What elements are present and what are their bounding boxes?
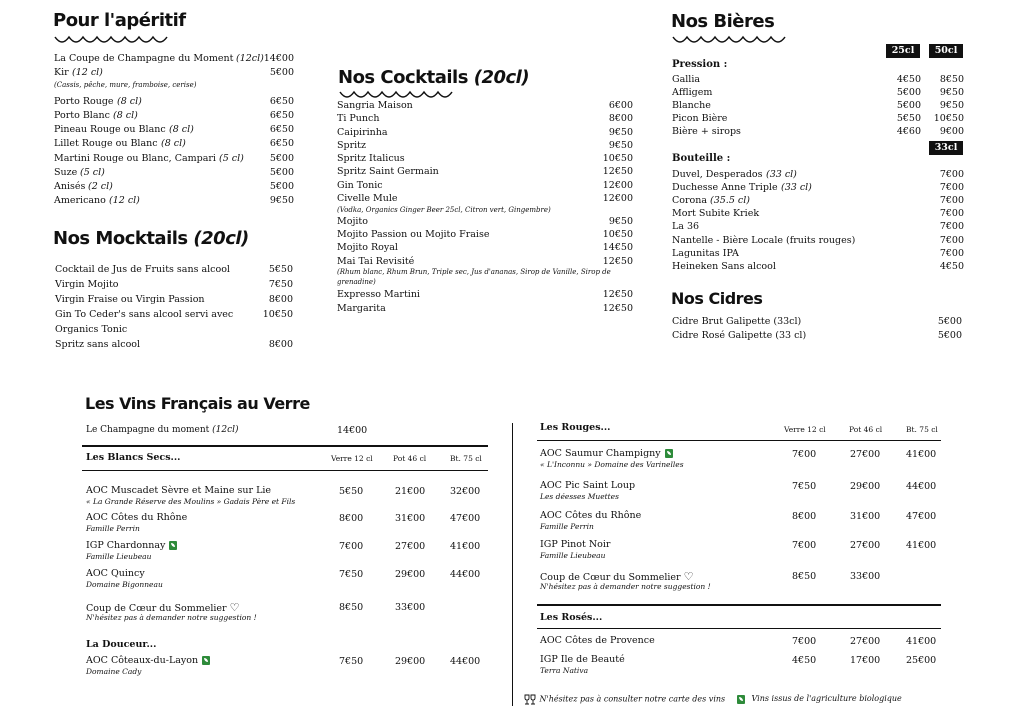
pression-price-50: 8€50: [939, 74, 964, 85]
footer-bio-text: Vins issus de l'agriculture biologique: [751, 694, 902, 703]
aperitif-item-price: 9€50: [269, 195, 294, 206]
cocktail-item-note: (Vodka, Organics Ginger Beer 25cl, Citron vert, Gingembre): [337, 206, 551, 214]
bouteille-item-name: Corona: [672, 195, 708, 206]
wine-price-verre: 5€50: [339, 486, 364, 497]
aperitif-item: [54, 95, 294, 108]
aperitif-item-price: 5€00: [269, 181, 294, 192]
aperitif-item-size: (5 cl): [219, 153, 244, 164]
aperitif-item-name: Kir: [54, 67, 69, 78]
footer-bio: [737, 694, 902, 704]
wine-price-pot: 27€00: [850, 540, 881, 551]
aperitif-item: [54, 123, 294, 136]
wine-name-text: AOC Saumur Champigny: [540, 448, 661, 459]
aperitif-item-name: Lillet Rouge ou Blanc: [54, 138, 158, 149]
wine-name: [540, 635, 655, 646]
wine-price-pot: 31€00: [395, 513, 426, 524]
pression-item-name: Picon Bière: [672, 113, 728, 124]
wine-price-bt: 44€00: [450, 569, 481, 580]
mocktail-item-name: Virgin Mojito: [55, 279, 119, 290]
cocktail-item: [337, 99, 633, 112]
bouteille-item: [672, 181, 964, 194]
bio-leaf-icon: [737, 695, 745, 704]
wine-name: [86, 568, 145, 579]
wine-price-verre: 4€50: [792, 655, 817, 666]
cocktail-item-price: 12€50: [602, 303, 633, 314]
cidres-title: Nos Cidres: [671, 289, 763, 308]
cocktail-item: [337, 126, 633, 139]
wine-name: [86, 540, 177, 551]
wine-name-text: AOC Côtes du Rhône: [86, 512, 188, 523]
cocktail-item-price: 10€50: [602, 229, 633, 240]
aperitif-item: [54, 194, 294, 207]
wine-price-pot: 29€00: [395, 569, 426, 580]
cidre-item-name: Cidre Brut Galipette (33cl): [672, 316, 802, 327]
mocktail-item-price: 10€50: [262, 309, 293, 320]
mocktail-item: [55, 293, 293, 306]
wine-price-bt: 41€00: [906, 449, 937, 460]
bio-leaf-icon: [202, 656, 210, 665]
wine-price-bt: 25€00: [906, 655, 937, 666]
wine-name: [540, 480, 635, 491]
cocktail-item-name: Margarita: [337, 303, 386, 314]
bouteille-item: [672, 220, 964, 233]
cocktail-item: [337, 241, 633, 254]
wine-price-bt: 47€00: [906, 511, 937, 522]
cocktail-item: [337, 302, 633, 315]
aperitif-item: [54, 180, 294, 193]
mocktail-item-price: 8€00: [268, 294, 293, 305]
aperitif-item-price: 5€00: [269, 153, 294, 164]
aperitif-item-size: (2 cl): [88, 181, 113, 192]
wine-name-text: AOC Côtes de Provence: [540, 635, 655, 646]
bouteille-item-size: (33 cl): [766, 169, 797, 180]
wine-price-pot: 17€00: [850, 655, 881, 666]
wine-glasses-icon: [523, 694, 537, 705]
cocktail-item-name: Spritz: [337, 140, 366, 151]
aperitif-item-name: Martini Rouge ou Blanc, Campari: [54, 153, 216, 164]
mocktail-item-name: Cocktail de Jus de Fruits sans alcool: [55, 264, 230, 275]
pression-item-name: Bière + sirops: [672, 126, 741, 137]
cocktail-item-name: Expresso Martini: [337, 289, 420, 300]
wine-subtitle: « L'Inconnu » Domaine des Varinelles: [540, 460, 684, 469]
footer-carte-vins: [523, 694, 725, 705]
mocktail-item-price: 7€50: [268, 279, 293, 290]
wine-price-bt: 41€00: [906, 540, 937, 551]
cocktails-title-text: Nos Cocktails: [338, 67, 468, 88]
bouteille-item-name: Duchesse Anne Triple: [672, 182, 778, 193]
wave-divider: [671, 35, 795, 45]
aperitif-item-size: (8 cl): [113, 110, 138, 121]
cocktail-item-price: 8€00: [608, 113, 633, 124]
cocktail-item-name: Spritz Italicus: [337, 153, 405, 164]
wine-price-bt: 41€00: [450, 541, 481, 552]
mocktail-item-price: 5€50: [268, 264, 293, 275]
aperitif-item: [54, 66, 294, 79]
wine-price-verre: 7€00: [792, 636, 817, 647]
mocktails-title: [53, 228, 249, 249]
aperitif-item-name: Porto Rouge: [54, 96, 114, 107]
wine-price-verre: 7€00: [792, 449, 817, 460]
cocktail-item-price: 12€00: [602, 193, 633, 204]
bouteille-item-size: (35.5 cl): [710, 195, 750, 206]
badge-50cl: 50cl: [929, 44, 963, 58]
cocktails-title-size: (20cl): [473, 67, 530, 88]
bouteille-item-name: Heineken Sans alcool: [672, 261, 776, 272]
blancs-title: Les Blancs Secs...: [86, 452, 181, 463]
aperitif-item-price: 6€50: [269, 110, 294, 121]
cocktail-item-name: Sangria Maison: [337, 100, 413, 111]
cocktail-item: [337, 152, 633, 165]
wine-price-pot: 27€00: [395, 541, 426, 552]
divider: [82, 470, 488, 471]
bouteille-item: [672, 194, 964, 207]
wine-price-bt: 47€00: [450, 513, 481, 524]
aperitif-item: [54, 152, 294, 165]
wine-price-pot: 33€00: [395, 602, 426, 613]
bouteille-item-price: 7€00: [939, 221, 964, 232]
bouteille-item: [672, 168, 964, 181]
wine-name-text: IGP Pinot Noir: [540, 539, 611, 550]
wine-price-pot: 29€00: [850, 481, 881, 492]
wine-name: [540, 654, 625, 665]
wine-price-pot: 31€00: [850, 511, 881, 522]
mocktails-title-size: (20cl): [193, 228, 249, 249]
cocktail-item: [337, 139, 633, 152]
wine-subtitle: Les déesses Muettes: [540, 492, 619, 501]
cocktail-item-price: 6€00: [608, 100, 633, 111]
wine-subtitle: N'hésitez pas à demander notre suggestion !: [86, 613, 257, 622]
aperitif-item-name: Suze: [54, 167, 78, 178]
cocktail-item-name: Mojito Royal: [337, 242, 398, 253]
col-bt: Bt. 75 cl: [450, 454, 482, 463]
pression-item-name: Affligem: [672, 87, 713, 98]
cocktail-item-price: 9€50: [608, 127, 633, 138]
pression-price-25: 5€00: [896, 100, 921, 111]
bouteille-item-name: Duvel, Desperados: [672, 169, 763, 180]
wine-name: [86, 512, 187, 523]
wine-price-verre: 7€50: [339, 569, 364, 580]
cidre-item-price: 5€00: [937, 316, 962, 327]
aperitif-title: Pour l'apéritif: [53, 10, 186, 31]
col-pot: Pot 46 cl: [393, 454, 427, 463]
cocktail-item: [337, 112, 633, 125]
cocktail-item-name: Mojito: [337, 216, 368, 227]
bouteille-label: Bouteille :: [672, 153, 731, 164]
cocktail-item: [337, 179, 633, 192]
mocktail-item-name: Gin To Ceder's sans alcool servi avec: [55, 309, 234, 320]
col-pot-rouges: Pot 46 cl: [849, 425, 883, 434]
wine-name: [540, 539, 610, 550]
bouteille-item: [672, 207, 964, 220]
champagne-price: 14€00: [337, 425, 368, 436]
wine-price-verre: 8€50: [339, 602, 364, 613]
pression-price-25: 4€60: [896, 126, 921, 137]
aperitif-item-note: (Cassis, pêche, mure, framboise, cerise): [54, 81, 197, 89]
bouteille-item-name: La 36: [672, 221, 700, 232]
wine-name-text: IGP Ile de Beauté: [540, 654, 625, 665]
col-verre: Verre 12 cl: [331, 454, 373, 463]
aperitif-item-price: 14€00: [263, 53, 294, 64]
col-bt-rouges: Bt. 75 cl: [906, 425, 938, 434]
wine-price-pot: 21€00: [395, 486, 426, 497]
aperitif-item-price: 5€00: [269, 67, 294, 78]
aperitif-item: [54, 166, 294, 179]
wine-subtitle: Terra Nativa: [540, 666, 589, 675]
mocktail-item-name-cont: Organics Tonic: [55, 324, 128, 335]
divider: [537, 440, 941, 441]
aperitif-item: [54, 52, 294, 65]
pression-item: [672, 86, 964, 99]
aperitif-item-name: Porto Blanc: [54, 110, 110, 121]
pression-item-name: Gallia: [672, 74, 701, 85]
pression-price-50: 9€50: [939, 87, 964, 98]
cocktail-item-name: Mojito Passion ou Mojito Fraise: [337, 229, 490, 240]
wine-price-bt: 44€00: [906, 481, 937, 492]
cocktail-item: [337, 228, 633, 241]
aperitif-item-price: 5€00: [269, 167, 294, 178]
cocktail-item-name: Caipirinha: [337, 127, 388, 138]
wine-name: [86, 485, 271, 496]
cocktail-item-name: Gin Tonic: [337, 180, 383, 191]
divider: [82, 445, 488, 447]
aperitif-item-name: Anisés: [54, 181, 86, 192]
wine-subtitle: Domaine Cady: [86, 667, 142, 676]
pression-price-25: 5€00: [896, 87, 921, 98]
cocktail-item-note: (Rhum blanc, Rhum Brun, Triple sec, Jus d'ananas, Sirop de Vanille, Sirop de: [337, 268, 611, 276]
cocktail-item-name: Mai Tai Revisité: [337, 256, 415, 267]
aperitif-item-size: (12cl): [236, 53, 264, 64]
vertical-divider: [512, 423, 513, 706]
cocktail-item-price: 12€50: [602, 166, 633, 177]
bouteille-item-price: 4€50: [939, 261, 964, 272]
bouteille-item: [672, 260, 964, 273]
bouteille-item: [672, 247, 964, 260]
wine-price-verre: 7€50: [339, 656, 364, 667]
champagne-name: Le Champagne du moment: [86, 425, 210, 435]
wine-name-text: Coup de Cœur du Sommelier: [540, 572, 681, 583]
mocktail-item: [55, 278, 293, 291]
wine-subtitle: « La Grande Réserve des Moulins » Gadais Père et Fils: [86, 497, 296, 506]
col-verre-rouges: Verre 12 cl: [784, 425, 826, 434]
cidre-item: [672, 315, 962, 328]
heart-icon: ♡: [683, 570, 694, 583]
pression-price-50: 9€00: [939, 126, 964, 137]
wine-price-verre: 7€50: [792, 481, 817, 492]
badge-25cl: 25cl: [886, 44, 920, 58]
wine-name-text: IGP Chardonnay: [86, 540, 166, 551]
pression-price-50: 10€50: [933, 113, 964, 124]
wine-subtitle: N'hésitez pas à demander notre suggestion !: [540, 582, 711, 591]
wine-price-bt: 41€00: [906, 636, 937, 647]
mocktail-item: [55, 338, 293, 351]
heart-icon: ♡: [229, 601, 240, 614]
wine-subtitle: Famille Perrin: [86, 524, 140, 533]
cocktail-item-price: 9€50: [608, 216, 633, 227]
aperitif-item-price: 6€50: [269, 124, 294, 135]
wine-name-text: AOC Pic Saint Loup: [540, 480, 636, 491]
wave-divider: [53, 35, 173, 45]
pression-item: [672, 73, 964, 86]
mocktail-item: [55, 263, 293, 276]
aperitif-item-name: Pineau Rouge ou Blanc: [54, 124, 166, 135]
mocktail-item-price: 8€00: [268, 339, 293, 350]
wine-price-pot: 27€00: [850, 636, 881, 647]
mocktail-item-name: Spritz sans alcool: [55, 339, 141, 350]
cocktail-item-name: Civelle Mule: [337, 193, 398, 204]
aperitif-item-size: (8 cl): [169, 124, 194, 135]
vins-title: Les Vins Français au Verre: [85, 394, 310, 413]
mocktail-item: [55, 308, 293, 321]
pression-item: [672, 125, 964, 138]
champagne-row: [86, 425, 239, 435]
cocktail-item-price: 12€50: [602, 289, 633, 300]
bouteille-item-name: Mort Subite Kriek: [672, 208, 760, 219]
bouteille-item-price: 7€00: [939, 235, 964, 246]
cocktail-item: [337, 165, 633, 178]
wine-price-pot: 27€00: [850, 449, 881, 460]
pression-price-50: 9€50: [939, 100, 964, 111]
wine-price-verre: 8€00: [339, 513, 364, 524]
wine-subtitle: Famille Lieubeau: [540, 551, 606, 560]
badge-33cl: 33cl: [929, 141, 963, 155]
aperitif-item-size: (12 cl): [109, 195, 140, 206]
wine-price-bt: 32€00: [450, 486, 481, 497]
wine-name-text: AOC Muscadet Sèvre et Maine sur Lie: [86, 485, 272, 496]
wine-price-pot: 33€00: [850, 571, 881, 582]
cidre-item: [672, 329, 962, 342]
cocktail-item: [337, 288, 633, 301]
pression-item: [672, 99, 964, 112]
cocktail-item-price: 10€50: [602, 153, 633, 164]
aperitif-item-name: La Coupe de Champagne du Moment: [54, 53, 234, 64]
wine-name-text: AOC Côtes du Rhône: [540, 510, 642, 521]
bouteille-item-price: 7€00: [939, 248, 964, 259]
bouteille-item-name: Nantelle - Bière Locale (fruits rouges): [672, 235, 856, 246]
divider: [537, 628, 941, 629]
bieres-title: Nos Bières: [671, 11, 775, 32]
aperitif-item-price: 6€50: [269, 138, 294, 149]
cidre-item-name: Cidre Rosé Galipette (33 cl): [672, 330, 807, 341]
aperitif-item: [54, 137, 294, 150]
wine-price-pot: 29€00: [395, 656, 426, 667]
aperitif-item-size: (8 cl): [161, 138, 186, 149]
aperitif-item-size: (8 cl): [117, 96, 142, 107]
douceur-title: La Douceur...: [86, 639, 157, 650]
bouteille-item-price: 7€00: [939, 182, 964, 193]
mocktail-item-name: Virgin Fraise ou Virgin Passion: [55, 294, 205, 305]
pression-price-25: 5€50: [896, 113, 921, 124]
divider: [537, 604, 941, 606]
cocktails-title: [338, 67, 529, 88]
wine-price-verre: 7€00: [792, 540, 817, 551]
pression-label: Pression :: [672, 59, 728, 70]
wine-price-verre: 8€00: [792, 511, 817, 522]
roses-title: Les Rosés...: [540, 612, 603, 623]
wine-price-verre: 8€50: [792, 571, 817, 582]
wine-subtitle: Famille Perrin: [540, 522, 594, 531]
aperitif-item-size: (5 cl): [80, 167, 105, 178]
bouteille-item-price: 7€00: [939, 208, 964, 219]
champagne-size: (12cl): [212, 425, 239, 435]
pression-price-25: 4€50: [896, 74, 921, 85]
wine-price-bt: 44€00: [450, 656, 481, 667]
cocktail-item-price: 14€50: [602, 242, 633, 253]
wine-name-text: Coup de Cœur du Sommelier: [86, 603, 227, 614]
pression-item-name: Blanche: [672, 100, 711, 111]
footer-carte-vins-text: N'hésitez pas à consulter notre carte des vins: [539, 694, 726, 704]
wine-subtitle: Domaine Bigonneau: [86, 580, 163, 589]
wine-name-text: AOC Quincy: [86, 568, 145, 579]
cocktail-item-name: Ti Punch: [337, 113, 380, 124]
cocktail-item-price: 12€50: [602, 256, 633, 267]
bio-leaf-icon: [665, 449, 673, 458]
aperitif-item: [54, 109, 294, 122]
wine-name: [86, 655, 210, 666]
bouteille-item-price: 7€00: [939, 169, 964, 180]
aperitif-item-name: Americano: [54, 195, 106, 206]
wine-subtitle: Famille Lieubeau: [86, 552, 152, 561]
pression-item: [672, 112, 964, 125]
cocktail-item: [337, 215, 633, 228]
bouteille-item: [672, 234, 964, 247]
aperitif-item-price: 6€50: [269, 96, 294, 107]
wine-name: [540, 448, 673, 459]
cocktail-item-note-cont: grenadine): [337, 278, 376, 286]
rouges-title: Les Rouges...: [540, 422, 611, 433]
wine-name-text: AOC Côteaux-du-Layon: [86, 655, 199, 666]
aperitif-item-size: (12 cl): [72, 67, 103, 78]
cocktail-item-name: Spritz Saint Germain: [337, 166, 439, 177]
wine-name: [540, 510, 641, 521]
bouteille-item-price: 7€00: [939, 195, 964, 206]
mocktails-title-text: Nos Mocktails: [53, 228, 188, 249]
cidre-item-price: 5€00: [937, 330, 962, 341]
bio-leaf-icon: [169, 541, 177, 550]
bouteille-item-size: (33 cl): [781, 182, 812, 193]
wine-price-verre: 7€00: [339, 541, 364, 552]
cocktail-item-price: 12€00: [602, 180, 633, 191]
cocktail-item-price: 9€50: [608, 140, 633, 151]
bouteille-item-name: Lagunitas IPA: [672, 248, 739, 259]
